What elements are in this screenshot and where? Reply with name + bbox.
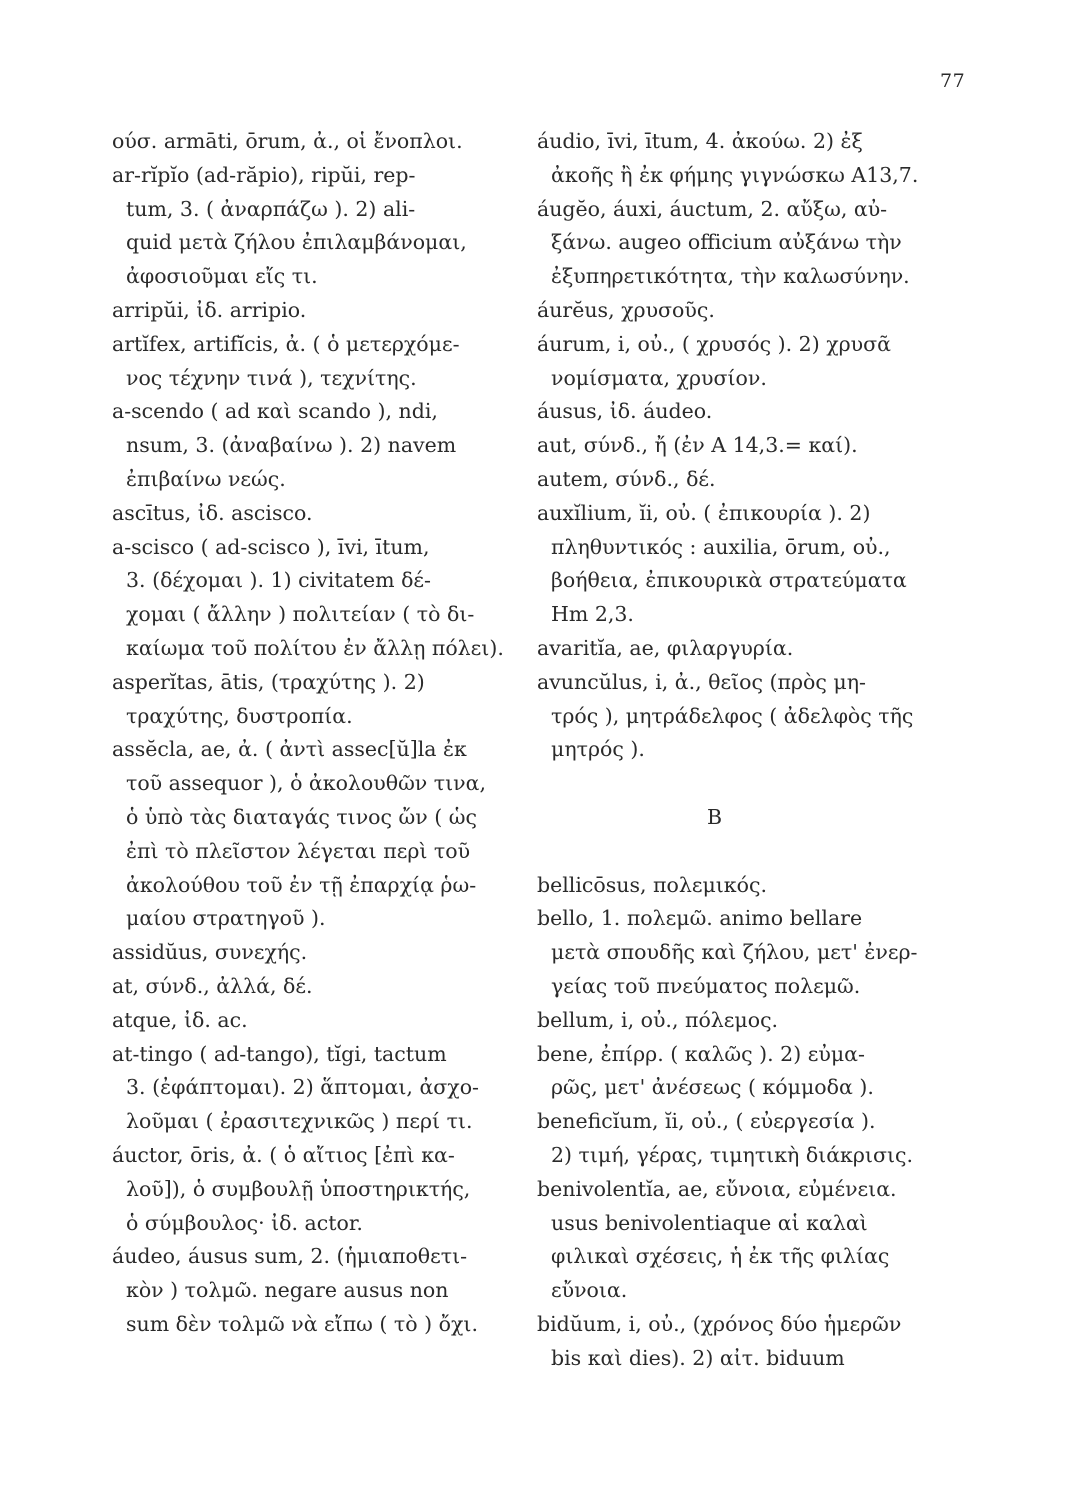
dictionary-line: aut, σύνδ., ἤ (ἐν A 14,3.= καί).	[537, 433, 858, 458]
dictionary-line: benivolentĭa, ae, εὔνοια, εὐμένεια.	[537, 1176, 897, 1201]
dictionary-line: 2) τιμή, γέρας, τιμητικὴ διάκρισις.	[551, 1142, 913, 1167]
dictionary-line: avuncŭlus, i, ἀ., θεῖος (πρὸς μη-	[537, 669, 866, 694]
dictionary-line: assĕcla, ae, ἀ. ( ἀντὶ assec[ŭ]la ἐκ	[112, 737, 467, 762]
dictionary-line: νομίσματα, χρυσίον.	[551, 365, 767, 390]
dictionary-line: φιλικαὶ σχέσεις, ἡ ἐκ τῆς φιλίας	[551, 1244, 890, 1269]
dictionary-line: ἀκολούθου τοῦ ἐν τῇ ἐπαρχίᾳ ῥω-	[126, 872, 477, 897]
dictionary-line: Hm 2,3.	[551, 602, 634, 627]
dictionary-line: áurĕus, χρυσοῦς.	[537, 297, 715, 322]
dictionary-line: 3. (δέχομαι ). 1) civitatem δέ-	[126, 568, 431, 593]
dictionary-line: 3. (ἐφάπτομαι). 2) ἅπτομαι, ἀσχο-	[126, 1075, 479, 1100]
dictionary-line: at-tingo ( ad-tango), tĭgi, tactum	[112, 1041, 447, 1066]
dictionary-line: asperĭtas, ātis, (τραχύτης ). 2)	[112, 669, 425, 694]
dictionary-line: áusus, ἰδ. áudeo.	[537, 399, 713, 424]
dictionary-line: βοήθεια, ἐπικουρικὰ στρατεύματα	[551, 568, 907, 593]
dictionary-line: ἐπιβαίνω νεώς.	[126, 466, 286, 491]
right-column	[537, 125, 962, 1375]
dictionary-line: quid μετὰ ζήλου ἐπιλαμβάνομαι,	[126, 230, 467, 255]
dictionary-line: ἐξυπηρετικότητα, τὴν καλωσύνην.	[551, 264, 910, 289]
dictionary-line: auxĭlium, ĭi, οὐ. ( ἐπικουρία ). 2)	[537, 500, 871, 525]
left-column	[112, 125, 522, 1342]
dictionary-line: bis καὶ dies). 2) αἰτ. biduum	[551, 1345, 845, 1370]
dictionary-line: sum δὲν τολμῶ νὰ εἴπω ( τὸ ) ὄχι.	[126, 1311, 478, 1336]
dictionary-line: τρός ), μητράδελφος ( ἀδελφὸς τῆς	[551, 703, 914, 728]
dictionary-line: artĭfex, artifĭcis, ἀ. ( ὁ μετερχόμε-	[112, 331, 460, 356]
dictionary-line: áugĕo, áuxi, áuctum, 2. αὔξω, αὐ-	[537, 196, 888, 221]
dictionary-line: usus benivolentiaque αἱ καλαὶ	[551, 1210, 868, 1235]
dictionary-line: áudio, īvi, ītum, 4. ἀκούω. 2) ἐξ	[537, 129, 863, 153]
dictionary-line: assidŭus, συνεχής.	[112, 940, 308, 965]
dictionary-line: arripŭi, ἰδ. arripio.	[112, 297, 307, 322]
dictionary-line: ἀκοῆς ἢ ἐκ φήμης γιγνώσκω A13,7.	[551, 162, 919, 187]
dictionary-line: ούσ. armāti, ōrum, ἀ., οἱ ἔνοπλοι.	[112, 129, 463, 153]
dictionary-line: μετὰ σπουδῆς καὶ ζήλου, μετ' ἐνερ-	[551, 940, 918, 965]
dictionary-line: tum, 3. ( ἀναρπάζω ). 2) ali-	[126, 196, 416, 221]
dictionary-line: καίωμα τοῦ πολίτου ἐν ἄλλῃ πόλει).	[126, 635, 504, 660]
dictionary-line: bello, 1. πολεμῶ. animo bellare	[537, 906, 863, 931]
dictionary-line: μητρός ).	[551, 737, 645, 762]
dictionary-line: a-scisco ( ad-scisco ), īvi, ītum,	[112, 534, 430, 559]
dictionary-line: ξάνω. augeo officium αὐξάνω τὴν	[551, 230, 902, 255]
dictionary-line: χομαι ( ἄλλην ) πολιτείαν ( τὸ δι-	[126, 602, 475, 627]
dictionary-line: γείας τοῦ πνεύματος πολεμῶ.	[551, 973, 861, 998]
dictionary-line: áudeo, áusus sum, 2. (ἡμιαποθετι-	[112, 1244, 468, 1269]
dictionary-line: bellicōsus, πολεμικός.	[537, 872, 767, 897]
dictionary-line: bene, ἐπίρρ. ( καλῶς ). 2) εὐμα-	[537, 1041, 865, 1066]
dictionary-line: ar-rĭpĭo (ad-răpio), ripŭi, rep-	[112, 162, 416, 187]
dictionary-line: ascītus, ἰδ. ascisco.	[112, 500, 313, 525]
dictionary-line: εὔνοια.	[551, 1278, 628, 1303]
dictionary-line: nsum, 3. (ἀναβαίνω ). 2) navem	[126, 433, 457, 458]
dictionary-line: bidŭum, i, οὐ., (χρόνος δύο ἡμερῶν	[537, 1311, 902, 1336]
dictionary-line: τραχύτης, δυστροπία.	[126, 703, 353, 728]
dictionary-line: atque, ἰδ. ac.	[112, 1007, 248, 1032]
dictionary-line: νος τέχνην τινά ), τεχνίτης.	[126, 365, 417, 390]
dictionary-line: λοῦμαι ( ἐρασιτεχνικῶς ) περί τι.	[126, 1109, 473, 1134]
dictionary-line: πληθυντικός : auxilia, ōrum, οὐ.,	[551, 534, 891, 559]
dictionary-line: ὁ σύμβουλος· ἰδ. actor.	[126, 1210, 363, 1235]
dictionary-line: ἐπὶ τὸ πλεῖστον λέγεται περὶ τοῦ	[126, 838, 471, 863]
dictionary-line: κὸν ) τολμῶ. negare ausus non	[126, 1278, 449, 1303]
dictionary-line: ἀφοσιοῦμαι εἴς τι.	[126, 264, 318, 289]
dictionary-line: autem, σύνδ., δέ.	[537, 466, 716, 491]
dictionary-line: a-scendo ( ad καὶ scando ), ndi,	[112, 399, 438, 424]
dictionary-line: ρῶς, μετ' ἀνέσεως ( κόμμοδα ).	[551, 1075, 874, 1100]
dictionary-line: τοῦ assequor ), ὁ ἀκολουθῶν τινα,	[126, 771, 486, 796]
section-letter-heading: B	[706, 804, 723, 829]
dictionary-line: λοῦ]), ὁ συμβουλῇ ὑποστηρικτής,	[126, 1176, 471, 1201]
dictionary-line: beneficĭum, ĭi, οὐ., ( εὐεργεσία ).	[537, 1109, 876, 1134]
dictionary-line: áuctor, ōris, ἀ. ( ὁ αἴτιος [ἐπὶ κα-	[112, 1142, 455, 1167]
dictionary-line: bellum, i, οὐ., πόλεμος.	[537, 1007, 779, 1032]
dictionary-line: avaritĭa, ae, φιλαργυρία.	[537, 635, 794, 660]
page-number: 77	[940, 70, 966, 92]
dictionary-line: μαίου στρατηγοῦ ).	[126, 906, 326, 931]
dictionary-line: áurum, i, οὐ., ( χρυσός ). 2) χρυσᾶ	[537, 331, 891, 356]
dictionary-line: at, σύνδ., ἀλλά, δέ.	[112, 973, 313, 998]
dictionary-line: ὁ ὑπὸ τὰς διαταγάς τινος ὤν ( ὡς	[126, 804, 477, 829]
